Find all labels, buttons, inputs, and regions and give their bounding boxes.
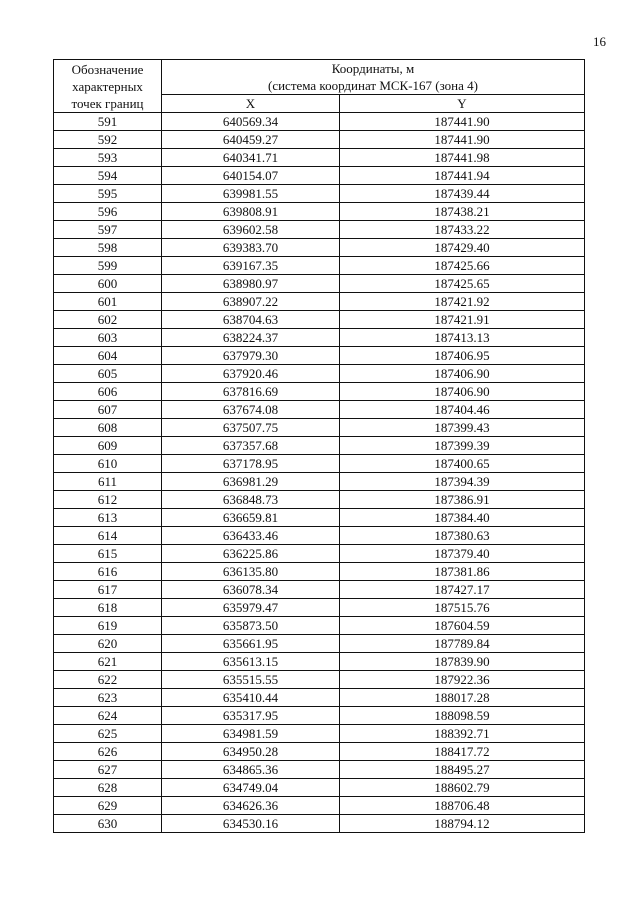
table-row	[54, 347, 585, 365]
y-coordinate-cell: 187439.44	[340, 185, 585, 203]
point-cell: 616	[54, 563, 162, 581]
table-row	[54, 437, 585, 455]
point-cell: 626	[54, 743, 162, 761]
table-row	[54, 617, 585, 635]
x-coordinate-cell: 639167.35	[162, 257, 340, 275]
x-coordinate-cell: 636078.34	[162, 581, 340, 599]
y-coordinate-cell: 187433.22	[340, 221, 585, 239]
x-coordinate-cell: 637507.75	[162, 419, 340, 437]
point-cell: 594	[54, 167, 162, 185]
table-row	[54, 563, 585, 581]
point-column-header	[54, 60, 162, 113]
point-cell: 603	[54, 329, 162, 347]
point-cell: 600	[54, 275, 162, 293]
table-row	[54, 419, 585, 437]
x-coordinate-cell: 640154.07	[162, 167, 340, 185]
y-coordinate-cell: 188602.79	[340, 779, 585, 797]
table-row	[54, 401, 585, 419]
table-row	[54, 779, 585, 797]
table-row	[54, 365, 585, 383]
y-coordinate-cell: 187922.36	[340, 671, 585, 689]
table-row	[54, 491, 585, 509]
y-coordinate-cell: 187441.90	[340, 131, 585, 149]
x-coordinate-cell: 636981.29	[162, 473, 340, 491]
table-row	[54, 689, 585, 707]
point-cell: 595	[54, 185, 162, 203]
table-row	[54, 293, 585, 311]
table-row	[54, 167, 585, 185]
y-coordinate-cell: 188392.71	[340, 725, 585, 743]
y-coordinate-cell: 187380.63	[340, 527, 585, 545]
point-cell: 613	[54, 509, 162, 527]
table-row	[54, 743, 585, 761]
table-row	[54, 455, 585, 473]
table-row	[54, 797, 585, 815]
coordinates-header-system: (система координат МСК-167 (зона 4)	[268, 78, 478, 93]
point-cell: 599	[54, 257, 162, 275]
table-row	[54, 671, 585, 689]
table-row	[54, 599, 585, 617]
coordinates-header-title: Координаты, м	[331, 61, 415, 76]
x-coordinate-cell: 635979.47	[162, 599, 340, 617]
x-coordinate-cell: 634950.28	[162, 743, 340, 761]
point-header-line-2: характерных	[72, 78, 143, 94]
point-cell: 597	[54, 221, 162, 239]
point-cell: 617	[54, 581, 162, 599]
x-coordinate-cell: 634626.36	[162, 797, 340, 815]
point-cell: 602	[54, 311, 162, 329]
point-cell: 593	[54, 149, 162, 167]
y-coordinate-cell: 187404.46	[340, 401, 585, 419]
y-coordinate-cell: 187400.65	[340, 455, 585, 473]
coordinates-table	[53, 59, 585, 833]
x-column-header: X	[162, 95, 340, 113]
x-coordinate-cell: 639981.55	[162, 185, 340, 203]
x-coordinate-cell: 637674.08	[162, 401, 340, 419]
table-row	[54, 203, 585, 221]
point-cell: 619	[54, 617, 162, 635]
x-coordinate-cell: 640569.34	[162, 113, 340, 131]
table-row	[54, 581, 585, 599]
table-row	[54, 221, 585, 239]
table-row	[54, 761, 585, 779]
y-coordinate-cell: 187441.90	[340, 113, 585, 131]
table-row	[54, 329, 585, 347]
point-cell: 609	[54, 437, 162, 455]
table-row	[54, 635, 585, 653]
point-cell: 607	[54, 401, 162, 419]
point-cell: 621	[54, 653, 162, 671]
point-cell: 604	[54, 347, 162, 365]
table-row	[54, 311, 585, 329]
y-coordinate-cell: 187441.98	[340, 149, 585, 167]
y-coordinate-cell: 187379.40	[340, 545, 585, 563]
point-cell: 623	[54, 689, 162, 707]
y-coordinate-cell: 187515.76	[340, 599, 585, 617]
y-coordinate-cell: 187413.13	[340, 329, 585, 347]
table-row	[54, 239, 585, 257]
point-cell: 598	[54, 239, 162, 257]
y-coordinate-cell: 187839.90	[340, 653, 585, 671]
x-coordinate-cell: 636659.81	[162, 509, 340, 527]
y-coordinate-cell: 187425.66	[340, 257, 585, 275]
point-cell: 625	[54, 725, 162, 743]
y-coordinate-cell: 187429.40	[340, 239, 585, 257]
x-coordinate-cell: 636225.86	[162, 545, 340, 563]
x-coordinate-cell: 635873.50	[162, 617, 340, 635]
table-row	[54, 527, 585, 545]
y-coordinate-cell: 187394.39	[340, 473, 585, 491]
table-row	[54, 725, 585, 743]
point-cell: 624	[54, 707, 162, 725]
y-coordinate-cell: 188794.12	[340, 815, 585, 833]
y-coordinate-cell: 187381.86	[340, 563, 585, 581]
coordinates-header	[162, 60, 585, 95]
y-coordinate-cell: 187406.90	[340, 365, 585, 383]
x-coordinate-cell: 639602.58	[162, 221, 340, 239]
point-header-line-3: точек границ	[71, 95, 144, 111]
y-coordinate-cell: 187386.91	[340, 491, 585, 509]
point-cell: 591	[54, 113, 162, 131]
y-coordinate-cell: 188017.28	[340, 689, 585, 707]
table-row	[54, 545, 585, 563]
y-coordinate-cell: 187399.39	[340, 437, 585, 455]
point-cell: 629	[54, 797, 162, 815]
table-row	[54, 383, 585, 401]
point-cell: 620	[54, 635, 162, 653]
x-coordinate-cell: 635661.95	[162, 635, 340, 653]
y-coordinate-cell: 187427.17	[340, 581, 585, 599]
page-number: 16	[593, 34, 606, 49]
y-coordinate-cell: 187421.91	[340, 311, 585, 329]
table-row	[54, 149, 585, 167]
point-cell: 612	[54, 491, 162, 509]
table-row	[54, 257, 585, 275]
x-coordinate-cell: 638980.97	[162, 275, 340, 293]
point-cell: 622	[54, 671, 162, 689]
point-cell: 611	[54, 473, 162, 491]
point-cell: 628	[54, 779, 162, 797]
x-coordinate-cell: 635515.55	[162, 671, 340, 689]
x-coordinate-cell: 640341.71	[162, 149, 340, 167]
x-coordinate-cell: 637920.46	[162, 365, 340, 383]
point-cell: 605	[54, 365, 162, 383]
table-row	[54, 707, 585, 725]
y-coordinate-cell: 187438.21	[340, 203, 585, 221]
point-cell: 601	[54, 293, 162, 311]
x-coordinate-cell: 636433.46	[162, 527, 340, 545]
table-row	[54, 815, 585, 833]
x-coordinate-cell: 635613.15	[162, 653, 340, 671]
point-cell: 608	[54, 419, 162, 437]
y-column-header: Y	[340, 95, 585, 113]
table-row	[54, 509, 585, 527]
y-coordinate-cell: 187789.84	[340, 635, 585, 653]
x-coordinate-cell: 638704.63	[162, 311, 340, 329]
point-cell: 630	[54, 815, 162, 833]
x-coordinate-cell: 638907.22	[162, 293, 340, 311]
x-coordinate-cell: 635317.95	[162, 707, 340, 725]
y-coordinate-cell: 187421.92	[340, 293, 585, 311]
y-coordinate-cell: 187384.40	[340, 509, 585, 527]
x-coordinate-cell: 637357.68	[162, 437, 340, 455]
x-coordinate-cell: 634749.04	[162, 779, 340, 797]
point-cell: 606	[54, 383, 162, 401]
table-row	[54, 275, 585, 293]
y-coordinate-cell: 188098.59	[340, 707, 585, 725]
point-cell: 596	[54, 203, 162, 221]
y-coordinate-cell: 187406.90	[340, 383, 585, 401]
table-row	[54, 185, 585, 203]
table-row	[54, 653, 585, 671]
x-coordinate-cell: 639383.70	[162, 239, 340, 257]
table-body	[54, 113, 585, 833]
y-coordinate-cell: 187425.65	[340, 275, 585, 293]
y-coordinate-cell: 188495.27	[340, 761, 585, 779]
x-coordinate-cell: 634530.16	[162, 815, 340, 833]
y-coordinate-cell: 187604.59	[340, 617, 585, 635]
x-coordinate-cell: 636135.80	[162, 563, 340, 581]
point-cell: 618	[54, 599, 162, 617]
y-coordinate-cell: 188706.48	[340, 797, 585, 815]
x-coordinate-cell: 637178.95	[162, 455, 340, 473]
x-coordinate-cell: 638224.37	[162, 329, 340, 347]
x-coordinate-cell: 637816.69	[162, 383, 340, 401]
x-coordinate-cell: 639808.91	[162, 203, 340, 221]
x-coordinate-cell: 637979.30	[162, 347, 340, 365]
table-header	[54, 60, 585, 113]
table-row	[54, 131, 585, 149]
y-coordinate-cell: 187399.43	[340, 419, 585, 437]
y-coordinate-cell: 187441.94	[340, 167, 585, 185]
x-coordinate-cell: 635410.44	[162, 689, 340, 707]
point-cell: 627	[54, 761, 162, 779]
table-row	[54, 113, 585, 131]
x-coordinate-cell: 634981.59	[162, 725, 340, 743]
point-cell: 614	[54, 527, 162, 545]
x-coordinate-cell: 640459.27	[162, 131, 340, 149]
table-row	[54, 473, 585, 491]
x-coordinate-cell: 634865.36	[162, 761, 340, 779]
y-coordinate-cell: 187406.95	[340, 347, 585, 365]
point-cell: 610	[54, 455, 162, 473]
point-header-line-1: Обозначение	[71, 61, 144, 77]
x-coordinate-cell: 636848.73	[162, 491, 340, 509]
point-cell: 592	[54, 131, 162, 149]
point-cell: 615	[54, 545, 162, 563]
y-coordinate-cell: 188417.72	[340, 743, 585, 761]
